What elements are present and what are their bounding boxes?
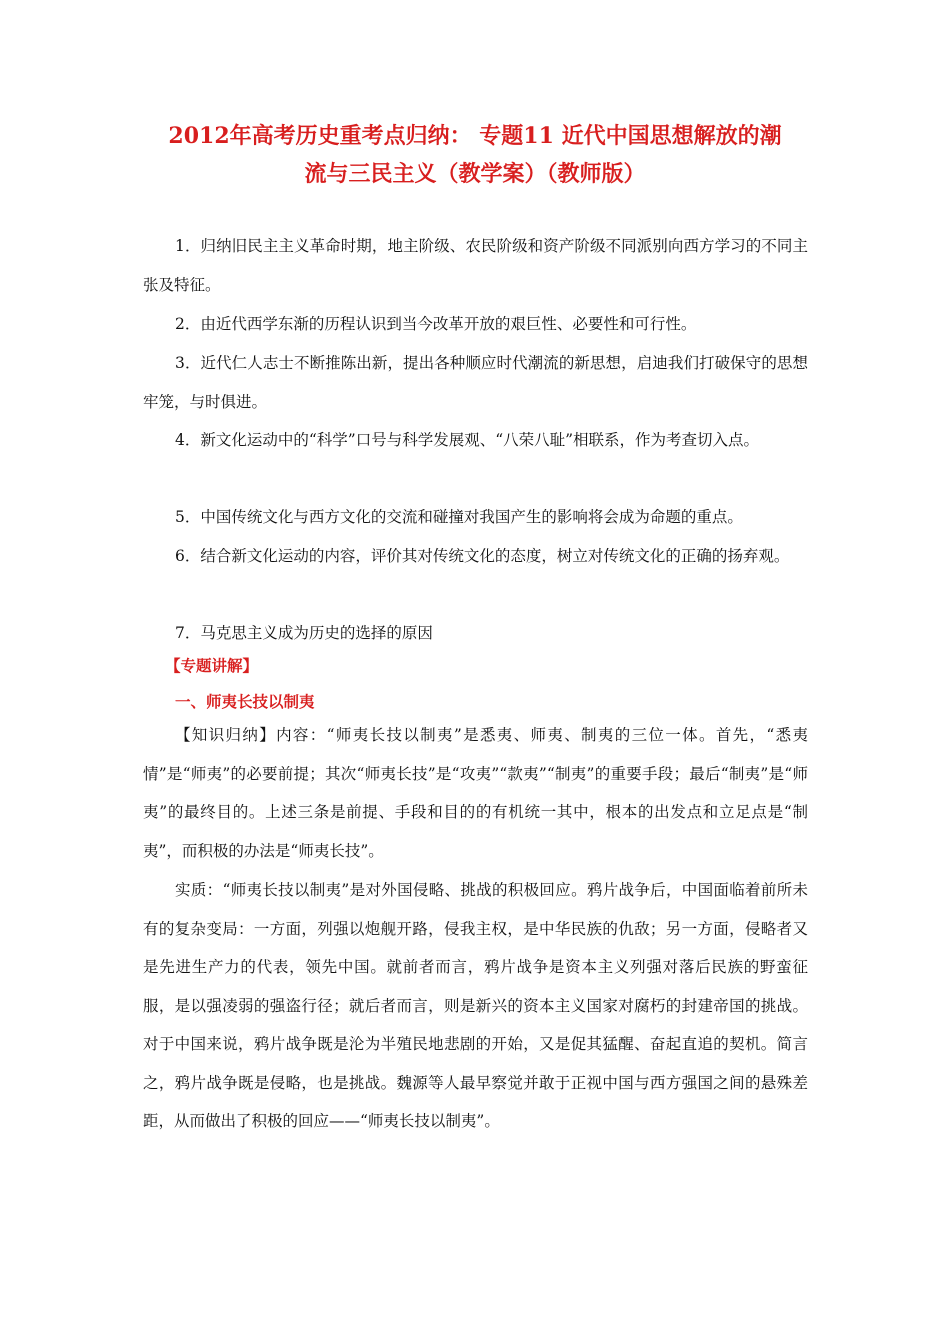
goal-item: 3．近代仁人志士不断推陈出新，提出各种顺应时代潮流的新思想，启迪我们打破保守的思想牢笼，与时俱进。	[143, 354, 808, 411]
goal-item: 1．归纳旧民主主义革命时期，地主阶级、农民阶级和资产阶级不同派别向西方学习的不同主张及特征。	[143, 237, 808, 294]
goal-item: 7．马克思主义成为历史的选择的原因	[175, 624, 433, 642]
goal-item: 2．由近代西学东渐的历程认识到当今改革开放的艰巨性、必要性和可行性。	[175, 315, 697, 333]
knowledge-summary-paragraph: 【知识归纳】内容：“师夷长技以制夷”是悉夷、师夷、制夷的三位一体。首先，“悉夷情”是“师夷”的必要前提；其次“师夷长技”是“攻夷”“款夷”“制夷”的重要手段；最后“制夷”是“师夷”的最终目的。上述三条是前提、手段和目的的有机统一其中，根本的出发点和立足点是“制夷”，而积极的办法是“师夷长技”。	[143, 726, 808, 860]
section-heading: 【专题讲解】	[165, 656, 259, 675]
document-title-line-2: 流与三民主义（教学案）（教师版）	[304, 161, 646, 187]
document-title-line-1: 2012年高考历史重考点归纳： 专题11 近代中国思想解放的潮	[168, 123, 782, 149]
goal-item: 4．新文化运动中的“科学”口号与科学发展观、“八荣八耻”相联系，作为考查切入点。	[175, 431, 760, 449]
goal-item: 6．结合新文化运动的内容，评价其对传统文化的态度，树立对传统文化的正确的扬弃观。	[175, 547, 790, 565]
goal-item: 5．中国传统文化与西方文化的交流和碰撞对我国产生的影响将会成为命题的重点。	[175, 508, 743, 526]
subsection-heading: 一、师夷长技以制夷	[175, 692, 315, 711]
essence-paragraph: 实质：“师夷长技以制夷”是对外国侵略、挑战的积极回应。鸦片战争后，中国面临着前所未有的复杂变局：一方面，列强以炮舰开路，侵我主权，是中华民族的仇敌；另一方面，侵略者又是先进生产力的代表，领先中国。就前者而言，鸦片战争是资本主义列强对落后民族的野蛮征服，是以强凌弱的强盗行径；就后者而言，则是新兴的资本主义国家对腐朽的封建帝国的挑战。对于中国来说，鸦片战争既是沦为半殖民地悲剧的开始，又是促其猛醒、奋起直追的契机。简言之，鸦片战争既是侵略，也是挑战。魏源等人最早察觉并敢于正视中国与西方强国之间的悬殊差距，从而做出了积极的回应——“师夷长技以制夷”。	[143, 881, 808, 1130]
